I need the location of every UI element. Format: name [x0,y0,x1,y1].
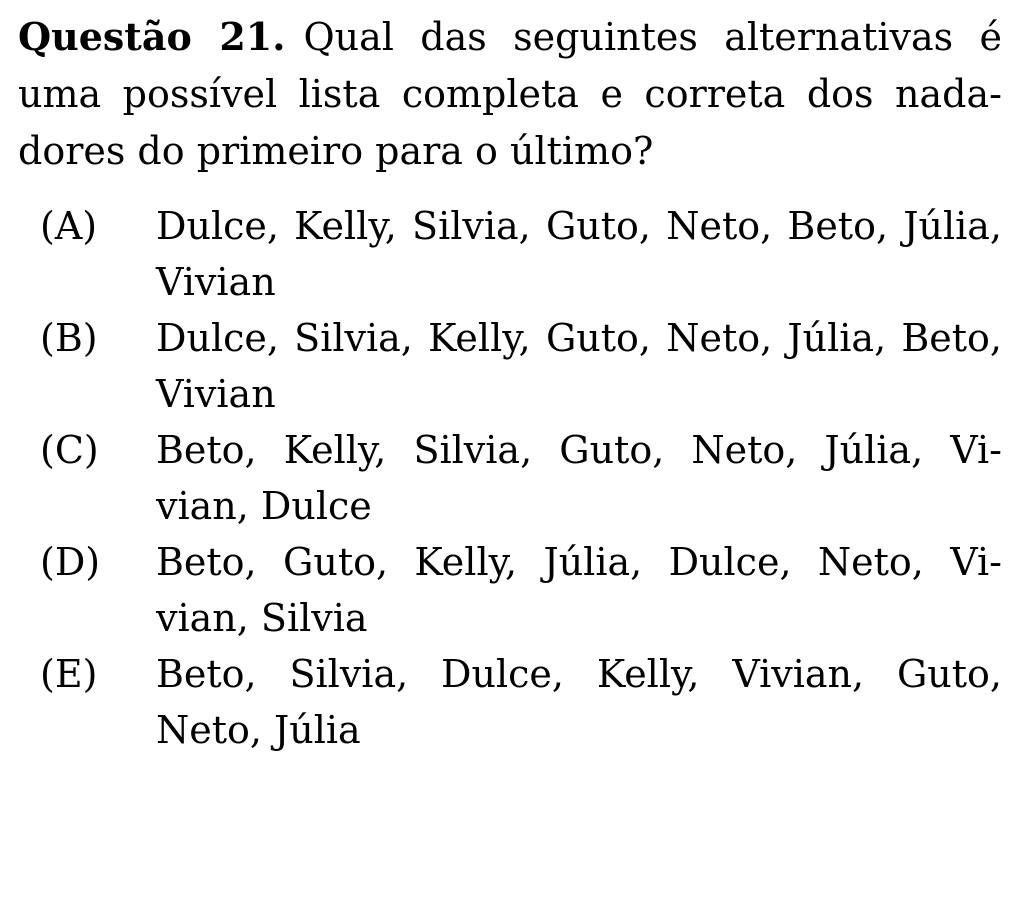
option-a[interactable] [18,198,1002,310]
question-text-part-1: Qual das seguintes alternativas é [303,15,1002,59]
option-b-letter: (B) [40,316,98,360]
option-b-line-2: Vivian [156,372,276,416]
option-d-letter: (D) [40,540,101,584]
question-line-3: dores do primeiro para o último? [18,129,654,173]
document-page [18,8,1002,758]
option-c-line-1: Beto, Kelly, Silvia, Guto, Neto, Júlia, Vi- [156,428,1002,472]
option-e[interactable] [18,646,1002,758]
option-c-line-2: vian, Dulce [156,484,372,528]
option-d[interactable] [18,534,1002,646]
option-b[interactable] [18,310,1002,422]
question-line-2: uma possível lista completa e correta dos nada- [18,72,1002,116]
answer-options-list [18,198,1002,758]
option-e-letter: (E) [40,652,98,696]
option-d-line-2: vian, Silvia [156,596,368,640]
option-a-letter: (A) [40,204,98,248]
question-block [18,8,1002,180]
option-c-letter: (C) [40,428,99,472]
question-label: Questão 21. [18,14,286,59]
option-c[interactable] [18,422,1002,534]
option-a-line-1: Dulce, Kelly, Silvia, Guto, Neto, Beto, Júlia, [156,204,1002,248]
question-line-1 [18,8,1002,66]
option-e-line-1: Beto, Silvia, Dulce, Kelly, Vivian, Guto, [156,652,1002,696]
option-a-line-2: Vivian [156,260,276,304]
option-b-line-1: Dulce, Silvia, Kelly, Guto, Neto, Júlia, Beto, [156,316,1002,360]
option-e-line-2: Neto, Júlia [156,708,361,752]
option-d-line-1: Beto, Guto, Kelly, Júlia, Dulce, Neto, Vi- [156,540,1002,584]
